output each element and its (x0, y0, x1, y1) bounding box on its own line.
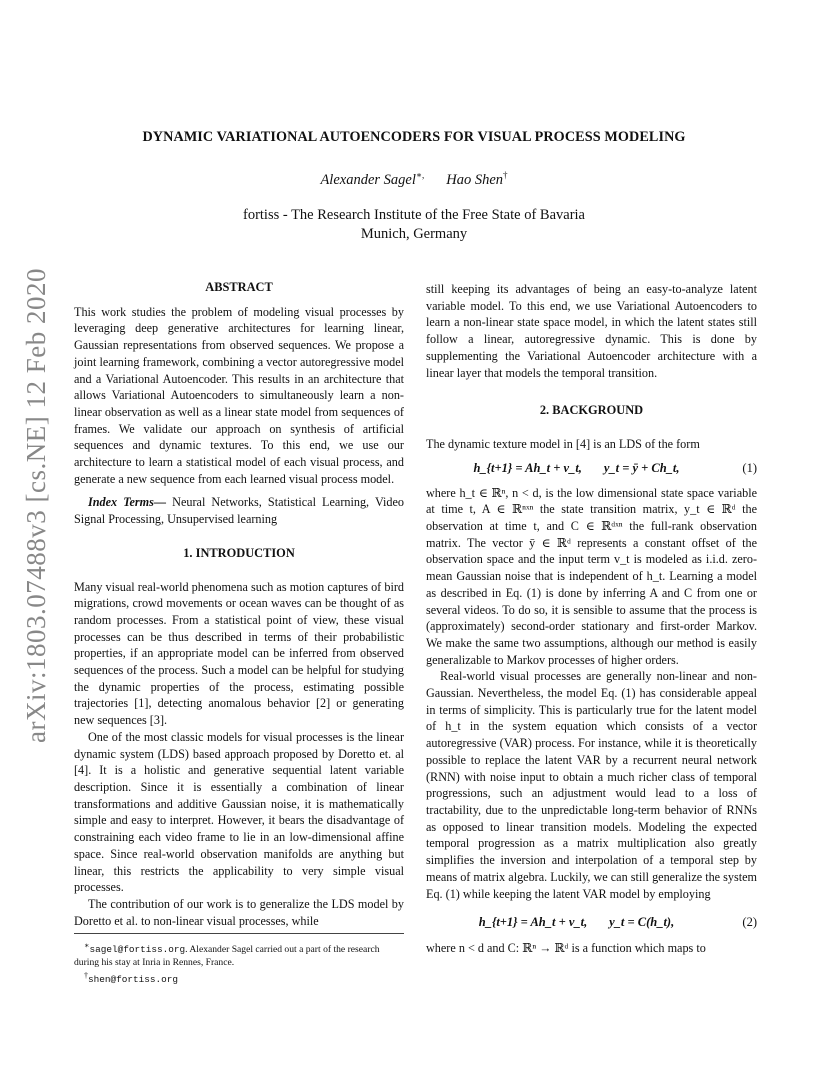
intro-paragraph: One of the most classic models for visual processes is the linear dynamic system (LDS) based approach proposed by Doretto et. al [4]. It is a holistic and generative sequential latent variable description. Since it is essentially a combination of linear transformations and additive Gaussian noise, it is mathematically simple and easy to interpret. However, it bears the disadvantage of constraining each video frame to lie in an low-dimensional affine space. Since real-world observation manifolds are anything but linear, this restricts the applicability to very simple visual processes. (74, 729, 404, 895)
author-list (0, 170, 828, 189)
author-name: Hao Shen (446, 171, 504, 188)
footnote-email[interactable]: shen@fortiss.org (88, 974, 179, 986)
equation-2 (426, 908, 757, 936)
body-paragraph: where h_t ∈ ℝⁿ, n < d, is the low dimensional state space variable at time t, A ∈ ℝⁿˣⁿ the state transition matrix, y_t ∈ ℝᵈ the observation at time t, and C ∈ ℝᵈˣⁿ the full-rank observation matrix. The vector ȳ ∈ ℝᵈ represents a constant offset of the observation space and the input term v_t is modeled as i.i.d. zero-mean Gaussian noise that is independent of h_t. Learning a model as described in Eq. (1) is done by inferring A and C from one or several videos. To do so, it is sensible to assume that the process is (approximately) second-order stationary and first-order Markov. We make the same two assumptions, although our method is easily generalizable to Markov processes of higher orders. (426, 485, 757, 667)
footnote-email[interactable]: sagel@fortiss.org (89, 944, 186, 956)
background-heading: 2. BACKGROUND (539, 403, 644, 418)
equation-number: (2) (742, 914, 757, 929)
author-name: Alexander Sagel (320, 171, 416, 188)
intro-paragraph: The contribution of our work is to generalize the LDS model by Doretto et al. to non-linear visual processes, while (74, 896, 404, 928)
body-paragraph: Real-world visual processes are generally non-linear and non-Gaussian. Nevertheless, the model Eq. (1) has considerable appeal in terms of simplicity. This is particularly true for the latent model of h_t in the system equation which consists of a vector autoregressive (VAR) process. For instance, while it is theoretically possible to replace the latent VAR by a recurrent neural network (RNN) with noise input to obtain a much richer class of temporal progressions, such an adjustment would lead to a loss of tractability, due to the unpredictable long-term behavior of RNNs as opposed to linear transition models. Modeling the expected temporal progression as a matrix multiplication also greatly simplifies the inversion and interpolation of a temporal step by means of matrix algebra. Luckily, we can still generalize the system Eq. (1) while keeping the latent VAR model by employing (426, 669, 757, 901)
footnote (74, 939, 404, 969)
footnote-mark: ∗ (84, 941, 90, 950)
footnote (74, 969, 404, 986)
right-column (426, 281, 757, 957)
index-terms (74, 494, 404, 527)
abstract-heading: ABSTRACT (205, 280, 273, 294)
affiliation-line: Munich, Germany (360, 226, 468, 242)
footnotes (74, 933, 404, 986)
author-mark: ∗, (415, 170, 425, 180)
equation-part: y_t = C(h_t), (609, 914, 675, 929)
intro-paragraph: Many visual real-world phenomena such as motion captures of bird migrations, crowd movements or ocean waves can be thought of as random processes. From a statistical point of view, these visual processes can be thus described in terms of their probabilistic properties, if an appropriate model can be inferred from observed sequences of the process. Such a model can be helpful for studying the dynamic properties of the process, estimating possible trajectories [1], detecting anomalous behavior [2] or generating new sequences [3]. (74, 579, 404, 728)
paper-title: DYNAMIC VARIATIONAL AUTOENCODERS FOR VISUAL PROCESS MODELING (142, 129, 686, 145)
equation-part: h_{t+1} = Ah_t + v_t, (473, 461, 582, 476)
footnote-mark: † (84, 971, 88, 981)
arxiv-identifier (20, 267, 52, 743)
index-terms-text: Neural Networks, Statistical Learning, Video Signal Processing, Unsupervised learning (74, 495, 404, 527)
affiliation (0, 206, 828, 244)
body-paragraph: still keeping its advantages of being an easy-to-analyze latent variable model. To this end, we use Variational Autoencoders to learn a non-linear state space model, in which the latent states still follow a linear, autoregressive dynamic. This is done by supplementing the Variational Autoencoder architecture with a linear layer that models the temporal transition. (426, 282, 757, 380)
affiliation-line: fortiss - The Research Institute of the Free State of Bavaria (243, 207, 585, 223)
intro-heading: 1. INTRODUCTION (183, 545, 295, 560)
equation-part: y_t = ȳ + Ch_t, (603, 461, 680, 476)
footnote-text: . Alexander Sagel carried out a part of the research during his stay at Inria in Rennes, France. (74, 944, 380, 969)
abstract-text: This work studies the problem of modeling visual processes by leveraging deep generative architectures for learning linear, Gaussian representations from observed sequences. We propose a joint learning framework, combining a vector autoregressive model and a Variational Autoencoder. This results in an architecture that allows Variational Autoencoders to simultaneously learn a non-linear observation as well as a linear state model from sequences of frames. We validate our approach on synthesis of artificial sequences and dynamic textures. To this end, we use our architecture to learn a statistical model of each visual process, and generate a new sequence from each learned visual process model. (74, 304, 404, 486)
body-paragraph: where n < d and C: ℝⁿ → ℝᵈ is a function which maps to (426, 941, 706, 956)
left-column (74, 279, 404, 929)
body-paragraph: The dynamic texture model in [4] is an LDS of the form (426, 436, 700, 451)
author-mark: † (503, 170, 508, 180)
equation-part: h_{t+1} = Ah_t + v_t, (478, 914, 588, 929)
arxiv-id-text: arXiv:1803.07488v3 [cs.NE] 12 Feb 2020 (20, 267, 51, 743)
equation-number: (1) (742, 461, 757, 476)
equation-1 (426, 455, 757, 483)
index-terms-label: Index Terms— (88, 495, 167, 510)
